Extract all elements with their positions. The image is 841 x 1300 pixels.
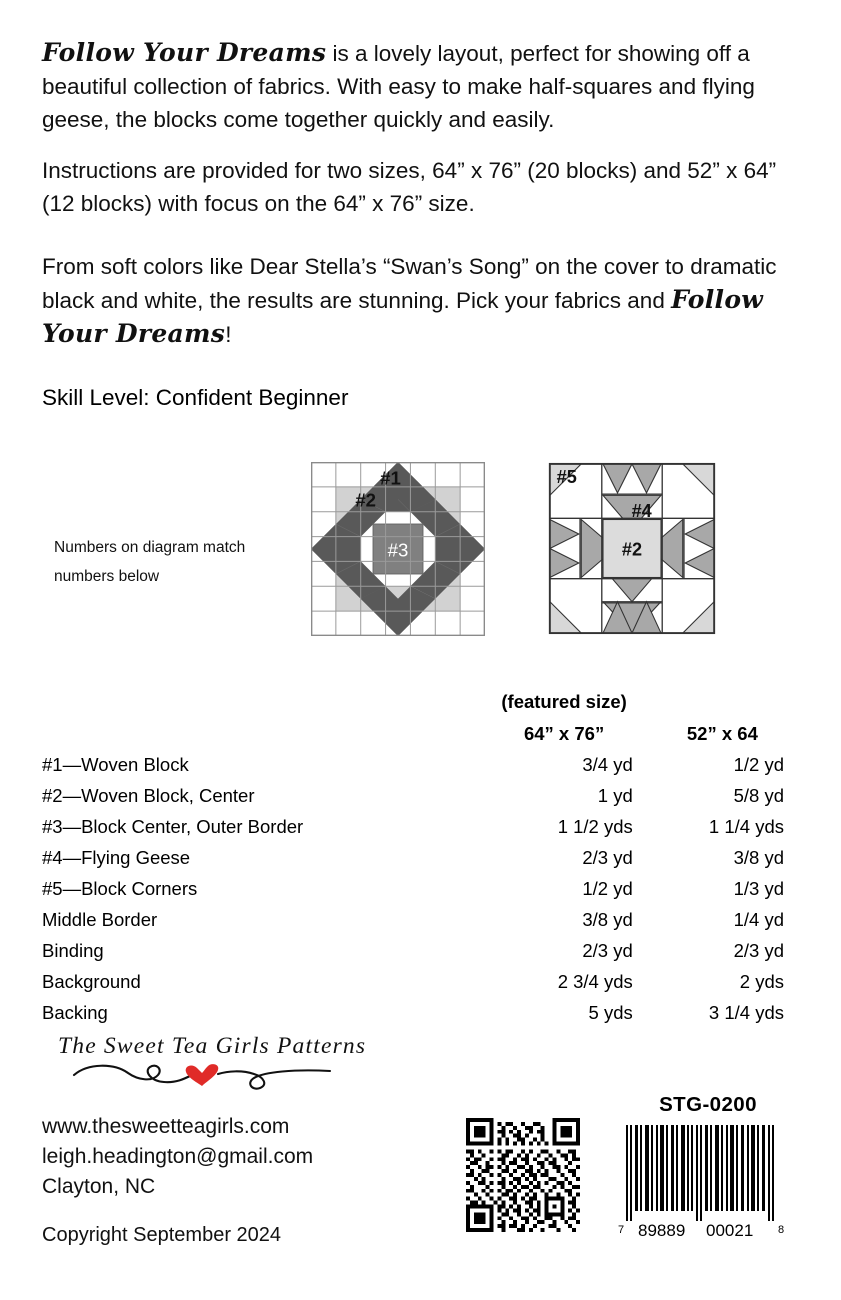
intro-paragraph-1: [42, 36, 802, 136]
row-size-b: 1/3 yd: [733, 878, 784, 899]
star-label-5: #5: [556, 467, 577, 488]
row-label: #4—Flying Geese: [42, 847, 191, 868]
column-header-size-b: 52” x 64: [686, 723, 758, 744]
column-header-size-a: 64” x 76”: [523, 723, 605, 744]
woven-label-2: #2: [355, 489, 377, 511]
row-size-b: 1 1/4 yds: [708, 816, 784, 837]
star-label-2: #2: [621, 539, 643, 560]
intro-paragraph-3-b: !: [225, 322, 232, 347]
table-row: [42, 869, 802, 900]
row-label: Binding: [42, 940, 104, 961]
intro-section: [42, 36, 802, 371]
row-label: #3—Block Center, Outer Border: [42, 816, 304, 837]
brand-logo-text: The Sweet Tea Girls Patterns: [58, 1033, 367, 1059]
row-size-a: 1/2 yd: [582, 878, 633, 899]
svg-text:00021: 00021: [706, 1221, 754, 1239]
featured-spacer-2: [643, 683, 802, 713]
row-size-a: 5 yds: [588, 1002, 633, 1023]
materials-header-row: [42, 713, 802, 745]
svg-text:8: 8: [778, 1224, 785, 1236]
table-row: [42, 931, 802, 962]
svg-text:7: 7: [618, 1224, 625, 1236]
row-size-a: 3/4 yd: [582, 754, 633, 775]
materials-table: [42, 683, 802, 1024]
row-size-b: 2 yds: [739, 971, 784, 992]
woven-label-1: #1: [380, 467, 401, 489]
skill-level-line: Skill Level: Confident Beginner: [42, 385, 349, 410]
table-row: [42, 838, 802, 869]
diagram-note-line-1: Numbers on diagram match: [54, 539, 246, 556]
row-size-b: 3/8 yd: [733, 847, 784, 868]
row-size-a: 2/3 yd: [582, 940, 633, 961]
row-size-b: 1/2 yd: [733, 754, 784, 775]
table-row: [42, 776, 802, 807]
flourish-icon: [68, 1061, 388, 1095]
table-row: [42, 807, 802, 838]
location-text: Clayton, NC: [42, 1175, 156, 1198]
row-label: Background: [42, 971, 141, 992]
row-label: #2—Woven Block, Center: [42, 785, 255, 806]
star-block-diagram: [545, 459, 719, 638]
diagram-note: [54, 533, 304, 591]
table-row: [42, 745, 802, 776]
intro-paragraph-1-rest: is a lovely layout, perfect for showing off a beautiful collection of fabrics. With easy to make half-squares and flying geese, the blocks come together quickly and easily.: [42, 41, 755, 132]
heart-icon: [186, 1064, 219, 1086]
materials-table-wrapper: [42, 683, 802, 1024]
email-link[interactable]: leigh.headington@gmail.com: [42, 1145, 314, 1168]
copyright-text: Copyright September 2024: [42, 1224, 282, 1246]
row-size-a: 2/3 yd: [582, 847, 633, 868]
woven-label-3: #3: [387, 539, 409, 561]
sku-label: STG-0200: [659, 1093, 757, 1116]
qr-code[interactable]: [466, 1118, 580, 1232]
row-size-a: 2 3/4 yds: [557, 971, 633, 992]
svg-text:89889: 89889: [638, 1221, 686, 1239]
row-label: Backing: [42, 1002, 108, 1023]
woven-block-diagram: [311, 462, 485, 636]
row-size-b: 1/4 yd: [733, 909, 784, 930]
intro-paragraph-3-a: From soft colors like Dear Stella’s “Swan’s Song” on the cover to dramatic black and white, the results are stunning. Pick your fabrics and: [42, 254, 777, 313]
contact-block: [42, 1112, 313, 1202]
row-size-b: 5/8 yd: [733, 785, 784, 806]
column-header-label: [42, 713, 485, 745]
materials-table-body: [42, 683, 802, 1024]
row-size-a: 1 1/2 yds: [557, 816, 633, 837]
star-label-4: #4: [631, 501, 652, 522]
intro-paragraph-2: Instructions are provided for two sizes, 64” x 76” (20 blocks) and 52” x 64” (12 blocks) with focus on the 64” x 76” size.: [42, 158, 777, 216]
brand-logo: [58, 1033, 398, 1095]
row-label: #1—Woven Block: [42, 754, 189, 775]
row-size-b: 2/3 yd: [733, 940, 784, 961]
pattern-title-script-1: Follow Your Dreams: [42, 38, 327, 67]
row-size-a: 1 yd: [597, 785, 633, 806]
row-label: Middle Border: [42, 909, 158, 930]
pattern-title-script-2: Follow Your Dreams: [42, 285, 764, 348]
featured-size-row: [42, 683, 802, 713]
intro-paragraph-3: [42, 250, 802, 351]
table-row: [42, 900, 802, 931]
row-label: #5—Block Corners: [42, 878, 198, 899]
website-link[interactable]: www.thesweetteagirls.com: [42, 1115, 290, 1138]
table-row: [42, 993, 802, 1024]
barcode: [612, 1121, 790, 1239]
row-size-b: 3 1/4 yds: [708, 1002, 784, 1023]
featured-size-label: (featured size): [501, 691, 627, 712]
row-size-a: 3/8 yd: [582, 909, 633, 930]
diagram-note-line-2: numbers below: [54, 568, 160, 585]
table-row: [42, 962, 802, 993]
featured-spacer: [42, 683, 485, 713]
